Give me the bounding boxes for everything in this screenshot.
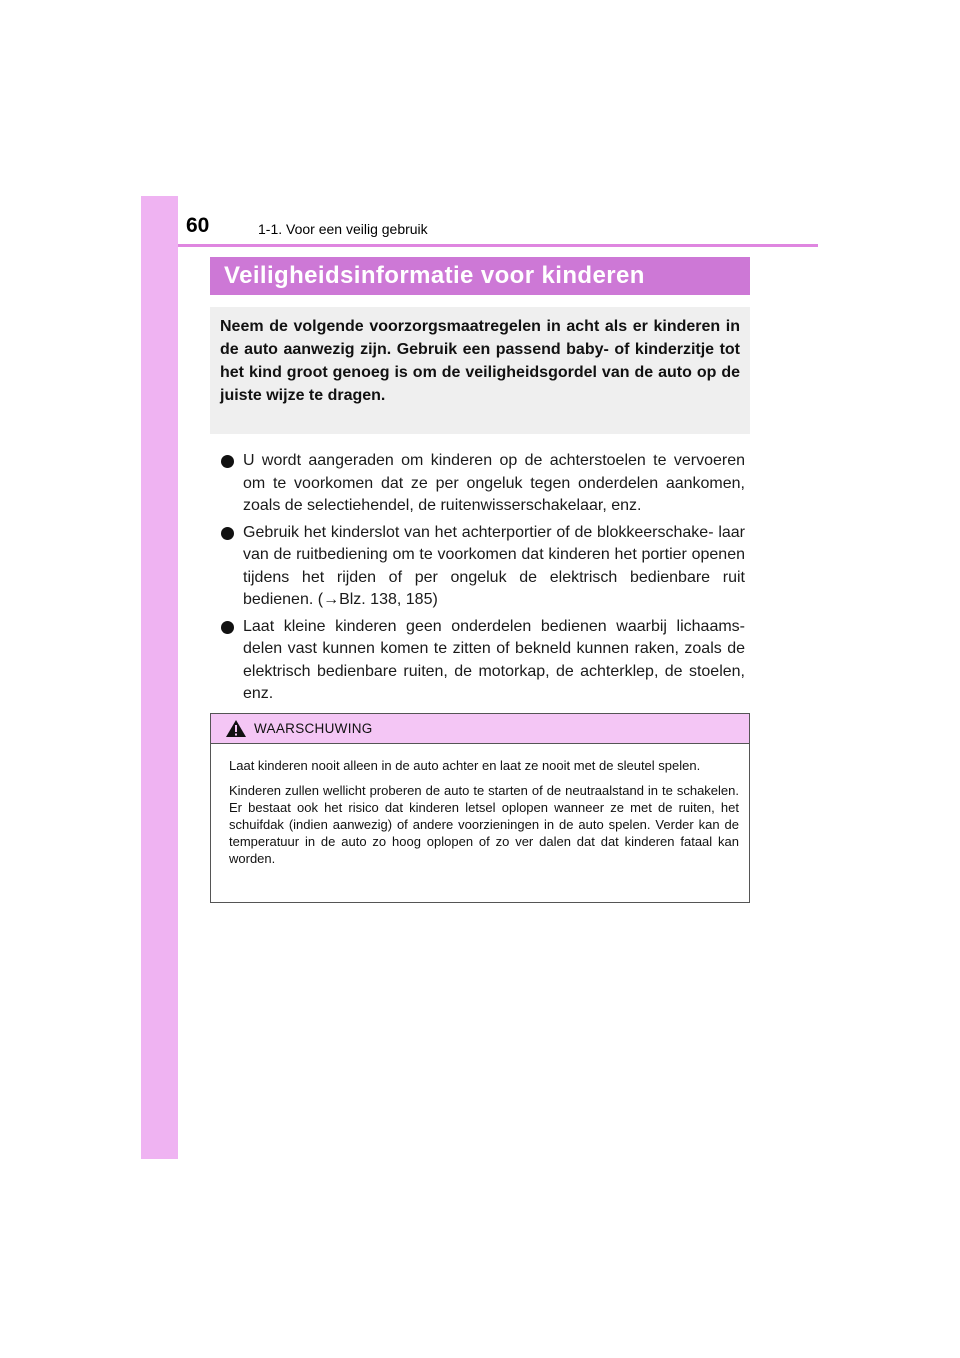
bullet-icon	[221, 621, 234, 634]
warning-box	[210, 713, 750, 903]
bullet-icon	[221, 455, 234, 468]
bullet-text: Gebruik het kinderslot van het achterportier of de blokkeerschake- laar van de ruitbediening om te voorkomen dat kinderen het portier openen tijdens het rijden of per ongeluk de elektrisch bedienbare ruit bedienen. (→Blz. 138, 185)	[243, 523, 745, 608]
header-divider	[178, 244, 818, 247]
bullet-icon	[221, 527, 234, 540]
page-title: Veiligheidsinformatie voor kinderen	[224, 262, 645, 289]
warning-paragraph: Kinderen zullen wellicht proberen de auto te starten of de neutraalstand in te schakelen. Er bestaat ook het risico dat kinderen letsel oplopen wanneer ze met de ruiten, het schuifdak (indien aanwezig) of andere voorzieningen in de auto spelen. Verder kan de temperatuur in de auto zo hoog oplopen of zo ver dalen dat dat kinderen fataal kan worden.	[229, 783, 739, 866]
page-number: 60	[186, 214, 210, 237]
intro-box	[210, 307, 750, 434]
warning-triangle-icon	[225, 719, 247, 738]
warning-paragraph: Laat kinderen nooit alleen in de auto achter en laat ze nooit met de sleutel spelen.	[229, 758, 701, 773]
list-item	[219, 616, 745, 706]
chapter-side-tab	[141, 196, 178, 1159]
list-item	[219, 450, 745, 518]
bullet-list	[219, 450, 745, 710]
bullet-text: U wordt aangeraden om kinderen op de achterstoelen te vervoeren om te voorkomen dat ze per ongeluk tegen onderdelen aankomen, zoals de selectiehendel, de ruitenwisserschakelaar, enz.	[243, 452, 745, 514]
intro-text: Neem de volgende voorzorgsmaatregelen in acht als er kinderen in de auto aanwezig zijn. Gebruik een passend baby- of kinderzitje tot het kind groot genoeg is om de veiligheidsgordel van de auto op de juiste wijze te dragen.	[220, 318, 740, 404]
bullet-text: Laat kleine kinderen geen onderdelen bedienen waarbij lichaams- delen vast kunnen komen te zitten of bekneld kunnen raken, zoals de elektrisch bedienbare ruiten, de motorkap, de achterklep, de stoelen, enz.	[243, 617, 745, 702]
warning-body	[211, 744, 749, 867]
warning-header	[211, 714, 749, 744]
warning-label: WAARSCHUWING	[254, 721, 373, 736]
section-heading: 1-1. Voor een veilig gebruik	[258, 221, 428, 237]
list-item	[219, 522, 745, 612]
title-banner	[210, 257, 750, 295]
